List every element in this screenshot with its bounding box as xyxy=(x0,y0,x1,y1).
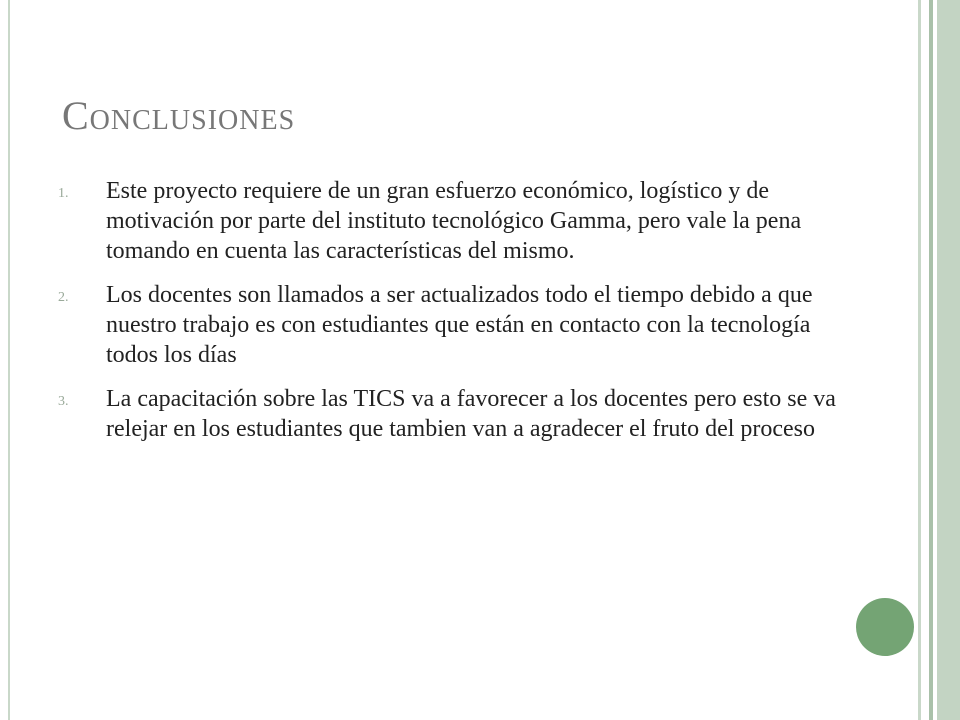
list-item-text: Este proyecto requiere de un gran esfuerzo económico, logístico y de motivación por parte del instituto tecnológico Gamma, pero vale la pena tomando en cuenta las características del mismo. xyxy=(106,178,802,264)
list-item-number: 1. xyxy=(58,186,69,201)
list-item-text: La capacitación sobre las TICS va a favorecer a los docentes pero esto se va relejar en los estudiantes que tambien van a agradecer el fruto del proceso xyxy=(106,386,836,442)
list-item xyxy=(58,384,838,444)
decorative-circle-icon xyxy=(856,598,914,656)
list-item xyxy=(58,176,838,266)
list-item-number: 3. xyxy=(58,394,69,409)
list-item xyxy=(58,280,838,370)
conclusions-list xyxy=(58,176,838,458)
list-item-number: 2. xyxy=(58,290,69,305)
slide-title: Conclusiones xyxy=(62,93,296,138)
decorative-stripe-gap xyxy=(921,0,929,720)
decorative-stripe xyxy=(937,0,960,720)
list-item-text: Los docentes son llamados a ser actualizados todo el tiempo debido a que nuestro trabajo es con estudiantes que están en contacto con la tecnología todos los días xyxy=(106,282,813,368)
